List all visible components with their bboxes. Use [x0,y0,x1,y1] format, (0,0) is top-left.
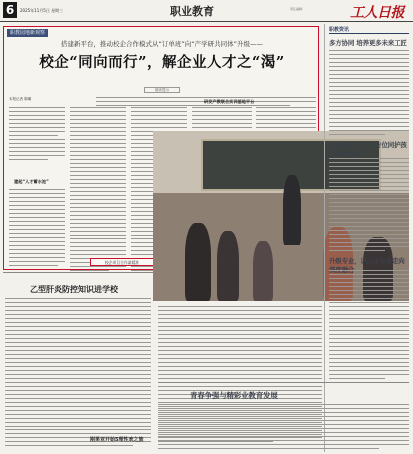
byline: 本报记者 陈曦 [9,97,32,101]
article-headline: 校企“同向而行”，解企业人才之“渴” [39,54,285,71]
photo-figure [283,175,301,245]
photo-figure [185,223,211,301]
photo-caption: 刚果亚开始5理性欢之旅 [90,437,144,443]
page-number: 6 [3,2,17,18]
newspaper-logo: 工人日报 [350,5,404,21]
section-title: 职业教育 [170,5,214,18]
column-divider [324,24,325,452]
publication-date: 2025年11月5日 星期三 [20,8,64,13]
brief-body-2 [329,158,409,254]
divider [158,382,409,383]
subheading-2: 研发产教联合实训基地平台 [204,99,255,104]
article-kicker: 搭建新平台，推动校企合作模式从“订单班”向“产学研共同体”升级—— [61,40,263,48]
reading-tip-label: 阅读提示 [144,87,180,93]
body-column-2 [70,107,126,274]
masthead [0,0,413,22]
brief-body-4 [158,404,409,452]
subheading-1: 建起“人才蓄水池” [14,179,49,184]
brief-body-1 [329,50,409,138]
brief-body-3 [329,270,409,382]
lower-article-body [5,298,151,449]
briefs-section-label: 职教资讯 [329,26,409,34]
body-column-1b [9,189,65,269]
rubric-label: 职教园地新观察 [7,29,48,37]
pull-quote-box: 校企项目合作谋精准 [90,258,154,266]
brief-headline-1: 多方协同 培养更多未来工匠 [329,39,407,47]
brief-headline-3: 升级专业，以人才专业走向深度融合 [329,257,405,274]
body-column-1 [9,107,65,163]
editor-line: 责任编辑： [290,7,306,11]
photo-figure [253,241,273,301]
lower-article-headline: 乙型肝炎防控知识进学校 [30,284,118,294]
divider [3,272,153,273]
brief-headline-4: 青春争强与精彩业教育发展 [190,391,278,400]
photo-figure [217,231,239,301]
brief-headline-2: 从小培工人手 全方位同护孩子美丽心灵 [329,141,407,158]
